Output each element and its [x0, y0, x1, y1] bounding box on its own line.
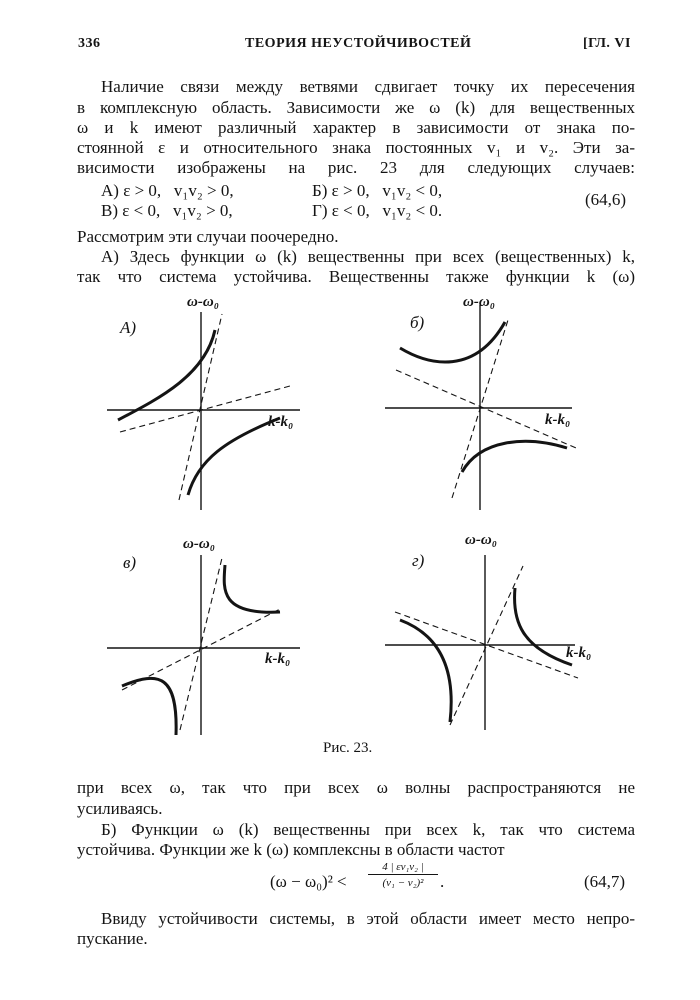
case-b: Б) ε > 0, v₁v₂ < 0,: [312, 181, 443, 200]
panel-g-y-label: ω-ω₀: [465, 532, 497, 548]
paragraph-b-line-2: устойчива. Функции же k (ω) комплексны в области частот: [77, 840, 505, 859]
panel-b-branch-lower: [462, 441, 567, 472]
panel-a-x-label: k-k₀: [268, 414, 294, 430]
panel-v-x-label: k-k₀: [265, 651, 291, 667]
chapter-label: [ГЛ. VI: [583, 36, 631, 51]
running-title: ТЕОРИЯ НЕУСТОЙЧИВОСТЕЙ: [245, 36, 472, 51]
panel-a-label: А): [120, 318, 137, 337]
panel-v-y-label: ω-ω₀: [183, 536, 215, 552]
panel-v-branch-upper: [224, 565, 280, 612]
panel-b-plot: [385, 305, 576, 510]
paragraph-c-line-1: Ввиду устойчивости системы, в этой области имеет место непро-: [101, 909, 635, 928]
paragraph-1-line-5: висимости изображены на рис. 23 для следующих случаев:: [77, 158, 635, 177]
paragraph-a-line-2: так что система устойчива. Вещественны также функции k (ω): [77, 267, 635, 286]
panel-b-asymptote-shallow: [396, 370, 576, 448]
consider-line: Рассмотрим эти случаи поочередно.: [77, 227, 339, 246]
after-figure-line-2: усиливаясь.: [77, 799, 163, 818]
panel-a-plot: [107, 312, 300, 510]
paragraph-c-line-2: пускание.: [77, 929, 148, 948]
equation-numerator: 4 | εv₁v₂ |: [368, 860, 438, 875]
panel-b-x-label: k-k₀: [545, 412, 571, 428]
figure-caption: Рис. 23.: [323, 740, 373, 756]
panel-a-y-label: ω-ω₀: [187, 294, 219, 310]
paragraph-1-line-1: Наличие связи между ветвями сдвигает точку их пересечения: [101, 77, 635, 96]
after-figure-line-1: при всех ω, так что при всех ω волны распространяются не: [77, 778, 635, 797]
equation-period: .: [440, 872, 445, 891]
equation-number-64-7: (64,7): [584, 872, 626, 891]
equation-denominator: (v₁ − v₂)²: [382, 877, 424, 889]
equation-number-64-6: (64,6): [585, 190, 627, 209]
panel-v-plot: [107, 555, 300, 735]
page-number: 336: [78, 36, 101, 51]
panel-b-y-label: ω-ω₀: [463, 294, 495, 310]
panel-b-label: б): [410, 313, 425, 332]
paragraph-1-line-2: в комплексную область. Зависимости же ω (k) для вещественных: [77, 98, 635, 117]
equation-lhs: (ω − ω₀)² <: [270, 872, 347, 891]
paragraph-1-line-4: стоянной ε и относительного знака постоянных v₁ и v₂. Эти за-: [77, 138, 635, 157]
paragraph-a-line-1: А) Здесь функции ω (k) вещественны при всех (вещественных) k,: [101, 247, 635, 266]
case-g: Г) ε < 0, v₁v₂ < 0.: [312, 201, 443, 220]
panel-v-label: в): [123, 553, 137, 572]
panel-g-plot: [385, 555, 578, 730]
panel-g-label: г): [412, 551, 425, 570]
panel-g-branch-right: [515, 588, 572, 665]
panel-v-branch-lower: [122, 678, 176, 735]
panel-a-branch-lower: [188, 418, 280, 495]
case-a: А) ε > 0, v₁v₂ > 0,: [101, 181, 234, 200]
panel-g-branch-left: [400, 620, 451, 722]
paragraph-1-line-3: ω и k имеют различный характер в зависимости от знака по-: [77, 118, 635, 137]
paragraph-b-line-1: Б) Функции ω (k) вещественны при всех k, так что система: [101, 820, 635, 839]
case-v: В) ε < 0, v₁v₂ > 0,: [101, 201, 233, 220]
panel-g-x-label: k-k₀: [566, 645, 592, 661]
